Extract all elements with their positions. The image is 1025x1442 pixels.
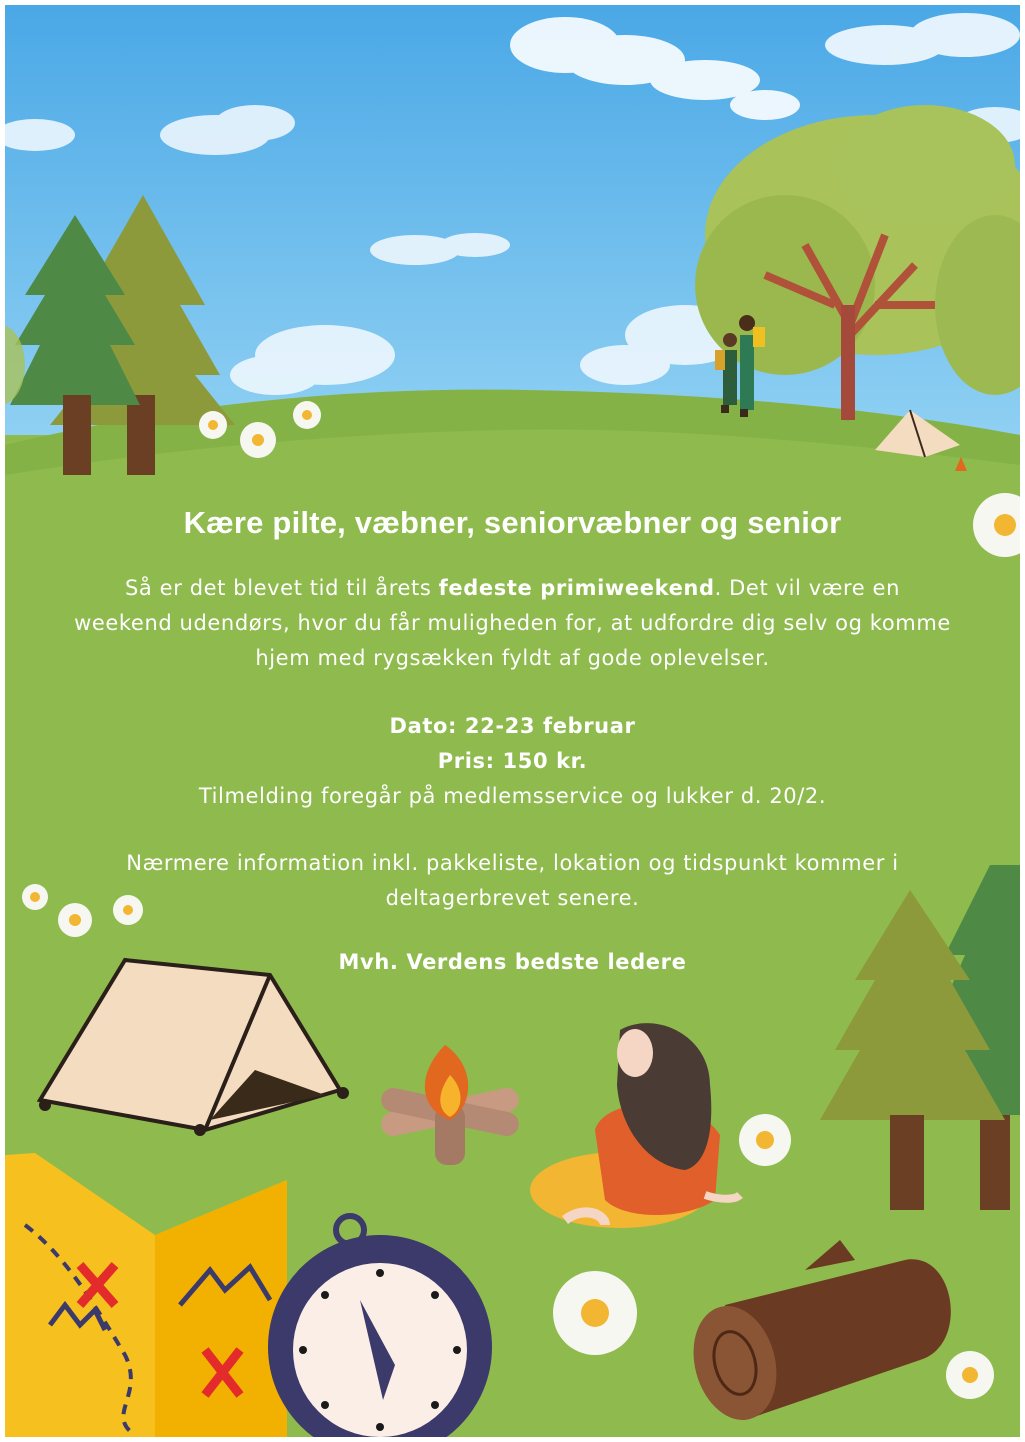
intro-text: Så er det blevet tid til årets <box>125 576 439 600</box>
event-date: Dato: 22-23 februar <box>389 714 636 738</box>
intro-text-end: . Det vil være en weekend udendørs, hvor du får muligheden for, at udfordre dig selv og komme hjem med rygsækken fyldt af gode oplevelser. <box>74 576 951 670</box>
invitation-text <box>5 505 1020 974</box>
event-price: Pris: 150 kr. <box>437 749 588 773</box>
signature: Mvh. Verdens bedste ledere <box>338 950 687 974</box>
intro-emphasis: fedeste primiweekend <box>438 576 715 600</box>
event-details <box>5 709 1020 814</box>
signup-info: Tilmelding foregår på medlemsservice og lukker d. 20/2. <box>198 784 827 808</box>
more-info: Nærmere information inkl. pakkeliste, lokation og tidspunkt kommer i deltagerbrevet senere. <box>126 851 899 910</box>
poster <box>5 5 1020 1437</box>
intro-paragraph <box>73 571 953 676</box>
headline: Kære pilte, væbner, seniorvæbner og senior <box>183 505 842 540</box>
